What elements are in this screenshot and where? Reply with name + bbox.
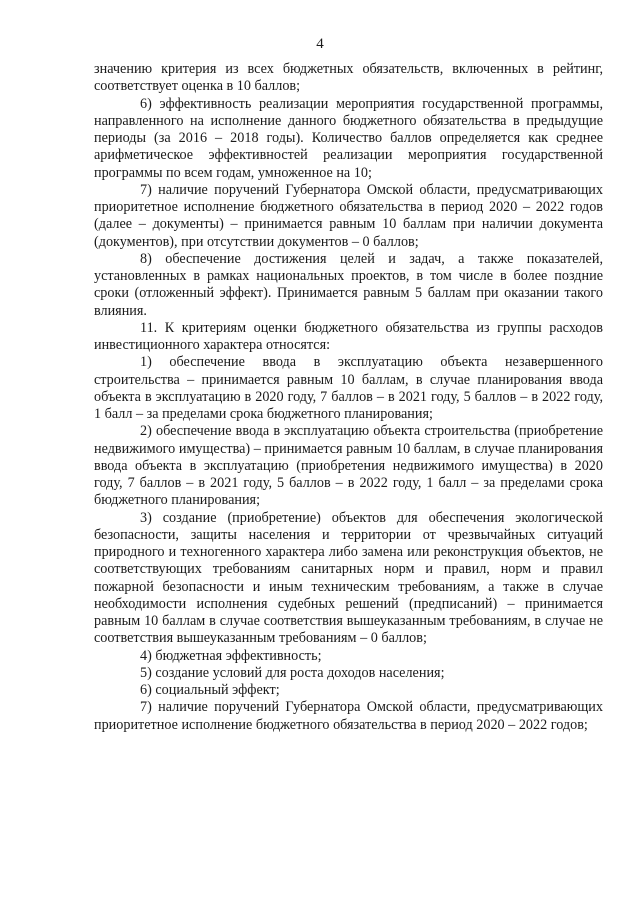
paragraph: 11. К критериям оценки бюджетного обязательства из группы расходов инвестиционного характера относятся: — [94, 319, 603, 353]
paragraph: 6) социальный эффект; — [140, 682, 280, 698]
page-number: 4 — [316, 36, 324, 52]
paragraph: 2) обеспечение ввода в эксплуатацию объекта строительства (приобретение недвижимого имущества) – принимается равным 10 баллам, в случае планирования ввода объекта в эксплуатацию (приобретения недвижимого имущества) в 2020 году, 7 баллов – в 2021 году, 5 баллов – в 2022 году, 1 балл – за пределами срока бюджетного планирования; — [94, 423, 603, 509]
paragraph: 7) наличие поручений Губернатора Омской области, предусматривающих приоритетное исполнение бюджетного обязательства в период 2020 – 2022 годов; — [94, 699, 603, 733]
paragraph: 8) обеспечение достижения целей и задач, а также показателей, установленных в рамках национальных проектов, в том числе в более поздние сроки (отложенный эффект). Принимается равным 5 баллам при оказании такого влияния. — [94, 250, 603, 319]
document-body — [94, 61, 603, 734]
paragraph: 6) эффективность реализации мероприятия государственной программы, направленного на исполнение данного бюджетного обязательства в предыдущие периоды (за 2016 – 2018 годы). Количество баллов определяется как среднее арифметическое эффективностей реализации мероприятия государственной программы по всем годам, умноженное на 10; — [94, 95, 603, 181]
paragraph: 7) наличие поручений Губернатора Омской области, предусматривающих приоритетное исполнение бюджетного обязательства в период 2020 – 2022 годов (далее – документы) – принимается равным 10 баллам при наличии документа (документов), при отсутствии документов – 0 баллов; — [94, 181, 603, 250]
paragraph: 1) обеспечение ввода в эксплуатацию объекта незавершенного строительства – принимается равным 10 баллам, в случае планирования ввода объекта в эксплуатацию в 2020 году, 7 баллов – в 2021 году, 5 баллов – в 2022 году, 1 балл – за пределами срока бюджетного планирования; — [94, 354, 603, 422]
paragraph: 3) создание (приобретение) объектов для обеспечения экологической безопасности, защиты населения и территории от чрезвычайных ситуаций природного и техногенного характера либо замена или реконструкция объектов, не соответствующих требованиям санитарных норм и правил, норм и правил пожарной безопасности и иным техническим требованиям, а также в случае необходимости исполнения судебных решений (предписаний) – принимается равным 10 баллам в случае соответствия вышеуказанным требованиям, в случае не соответствия вышеуказанным требованиям – 0 баллов; — [94, 509, 603, 647]
paragraph: 5) создание условий для роста доходов населения; — [140, 664, 445, 681]
paragraph: значению критерия из всех бюджетных обязательств, включенных в рейтинг, соответствует оценка в 10 баллов; — [94, 61, 603, 95]
paragraph: 4) бюджетная эффективность; — [140, 647, 322, 664]
